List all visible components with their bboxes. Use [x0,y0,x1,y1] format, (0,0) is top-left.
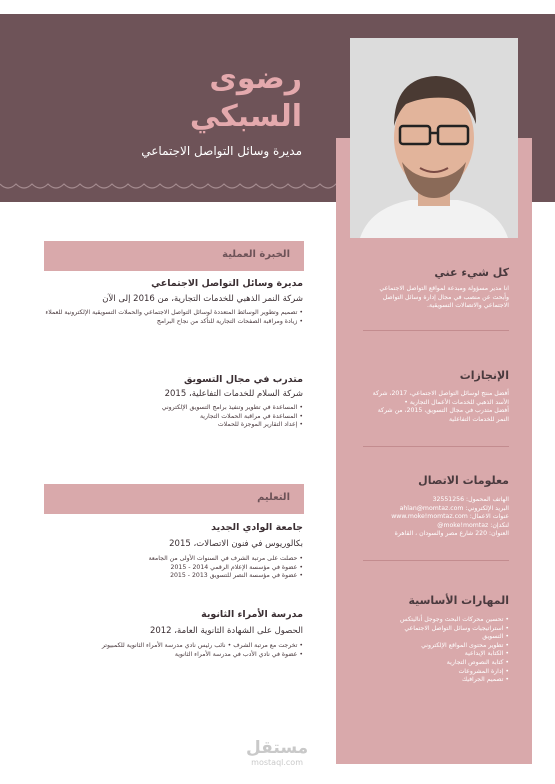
wave-divider [0,176,340,196]
contact-linkedin[interactable]: لنكدإن: moke!momtaz@ [437,521,509,529]
achievement-line: أفضل متدرب في مجال التسويق، 2015، من شركة [377,407,509,415]
achievement-line: النمر للخدمات التفاعلية [448,415,509,423]
job-title: متدرب في مجال التسويق [183,374,303,385]
skill-item: • التسويق [482,633,509,641]
job-bullets [45,309,303,326]
contact-address: العنوان: 220 شارع مصر والسودان ، القاهرة [394,530,509,538]
watermark-latin: mostaql.com [251,758,303,767]
watermark-arabic: مستقل [246,738,309,758]
education-heading-bar [44,484,304,514]
list-item: • عضوة في مؤسسة النصر للتسويق 2013 - 2015 [149,572,303,581]
achievements-text [363,390,509,424]
school-name: مدرسة الأمراء الثانوية [201,609,303,620]
profile-photo [350,38,518,238]
list-item: • المساعدة في مراقبة الحملات التجارية [162,413,303,422]
experience-heading-bar [44,241,304,271]
contact-email[interactable]: البريد الإلكتروني: ahlan@momtaz.com [399,504,509,512]
skill-item: • تصميم الجرافيك [461,676,509,684]
school-bullets [102,642,303,659]
contact-heading: معلومات الاتصال [418,474,509,487]
name-last: السبكي [189,99,302,134]
person-name [190,60,302,136]
list-item: • حصلت على مرتبة الشرف في السنوات الأولى من الجامعة [149,555,303,564]
school-degree: الحصول على الشهادة الثانوية العامة، 2012 [149,626,303,636]
skill-item: • تطوير محتوى المواقع الإلكتروني [421,641,509,649]
achievement-line: الأسد الذهبي للخدمات الأعمال التجارية • [404,398,509,406]
school-bullets [149,555,303,581]
skill-item: • إدارة المشروعات [458,667,509,675]
contact-phone: الهاتف المحمول: 32551256 [432,496,509,503]
about-text [363,285,509,311]
about-line: وأبحث عن منصب في مجال إدارة وسائل التواصل [382,293,509,301]
skill-item: • الكتابة الإبداعية [464,650,509,658]
list-item: • تخرجت مع مرتبة الشرف • نائب رئيس نادي مدرسة الأمراء الثانوية للكمبيوتر [102,642,303,651]
mostaql-watermark [246,738,308,767]
skill-item: • تحسين محركات البحث وجوجل أناليتكس [400,616,509,623]
name-first: رضوى [209,61,302,96]
list-item: • تصميم وتطوير الوسائط المتعددة لوسائل التواصل الاجتماعي والحملات التسويقية الإلكترونية للعملاء [45,309,303,318]
skill-item: • كتابة النصوص التجارية [446,658,509,666]
contact-block [363,496,509,539]
job-bullets [162,404,303,430]
experience-heading: الخبرة العملية [222,249,290,260]
list-item: • المساعدة في تطوير وتنفيذ برامج التسويق الإلكتروني [162,404,303,413]
divider [363,446,509,447]
skills-heading: المهارات الأساسية [408,594,509,607]
school-degree: بكالوريوس في فنون الاتصالات، 2015 [169,539,303,549]
list-item: • زيادة ومراقبة الصفحات التجارية للتأكد من نجاح البرامج [45,318,303,327]
list-item: • عضوة في نادي الأدب في مدرسة الأمراء الثانوية [102,651,303,660]
list-item: • عضوة في مؤسسة الإعلام الرقمي 2014 - 2015 [149,564,303,573]
education-heading: التعليم [257,492,290,503]
skills-list [363,616,509,685]
job-subtitle: مديرة وسائل التواصل الاجتماعي [141,144,302,158]
divider [363,330,509,331]
about-line: الاجتماعي والاتصالات التسويقية. [427,302,509,310]
achievements-heading: الإنجازات [459,369,509,382]
divider [363,560,509,561]
job-org: شركة السلام للخدمات التفاعلية، 2015 [164,389,303,399]
achievement-line: أفضل منتج لوسائل التواصل الاجتماعي، 2017، شركة [372,390,509,397]
list-item: • إعداد التقارير الموجزة للحملات [162,421,303,430]
school-name: جامعة الوادي الجديد [211,522,303,533]
skill-item: • استراتيجيات وسائل التواصل الاجتماعي [404,624,509,632]
job-title: مديرة وسائل التواصل الاجتماعي [151,278,303,289]
about-heading: كل شيء عني [434,266,509,279]
job-org: شركة النمر الذهبي للخدمات التجارية، من 2016 إلى الآن [102,294,303,304]
about-line: انا مدير مسؤولة ومبدعة لمواقع التواصل الاجتماعي [379,285,509,292]
contact-website[interactable]: عنوات الاعمال: www.moke!momtaz.com [391,513,509,521]
